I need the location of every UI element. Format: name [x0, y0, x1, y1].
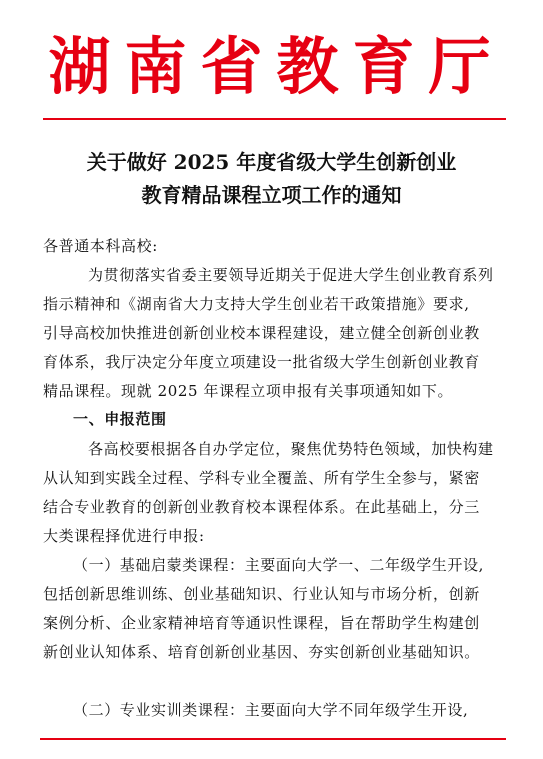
paragraph-line: 指示精神和《湖南省大力支持大学生创业若干政策措施》要求, — [43, 295, 470, 313]
salutation: 各普通本科高校: — [43, 237, 158, 255]
paragraph-line: 新创业认知体系、培育创新创业基因、夯实创新创业基础知识。 — [43, 643, 480, 661]
paragraph-line: 从认知到实践全过程、学科专业全覆盖、所有学生全参与，紧密 — [43, 469, 480, 487]
footer-red-rule — [40, 738, 506, 740]
paragraph-line: 引导高校加快推进创新创业校本课程建设，建立健全创新创业教 — [43, 324, 480, 342]
notice-title-line-2: 教育精品课程立项工作的通知 — [141, 183, 402, 207]
paragraph-line: 为贯彻落实省委主要领导近期关于促进大学生创业教育系列 — [88, 266, 494, 284]
paragraph-line: 大类课程择优进行申报: — [43, 527, 205, 545]
paragraph-line: （一）基础启蒙类课程：主要面向大学一、二年级学生开设, — [73, 556, 484, 574]
masthead-title: 湖南省教育厅 — [48, 30, 505, 103]
section-heading: 一、申报范围 — [73, 410, 167, 428]
notice-title-line-1: 关于做好 2025 年度省级大学生创新创业 — [86, 150, 457, 174]
paragraph-line: （二）专业实训类课程：主要面向大学不同年级学生开设, — [73, 701, 469, 719]
paragraph-line: 包括创新思维训练、创业基础知识、行业认知与市场分析，创新 — [43, 585, 480, 603]
paragraph-line: 案例分析、企业家精神培育等通识性课程，旨在帮助学生构建创 — [43, 614, 480, 632]
masthead-red-rule — [43, 118, 506, 120]
paragraph-line: 各高校要根据各自办学定位，聚焦优势特色领域，加快构建 — [88, 440, 494, 458]
paragraph-line: 结合专业教育的创新创业教育校本课程体系。在此基础上，分三 — [43, 498, 480, 516]
paragraph-line: 育体系，我厅决定分年度立项建设一批省级大学生创新创业教育 — [43, 353, 480, 371]
paragraph-line: 精品课程。现就 2025 年课程立项申报有关事项通知如下。 — [43, 382, 454, 400]
